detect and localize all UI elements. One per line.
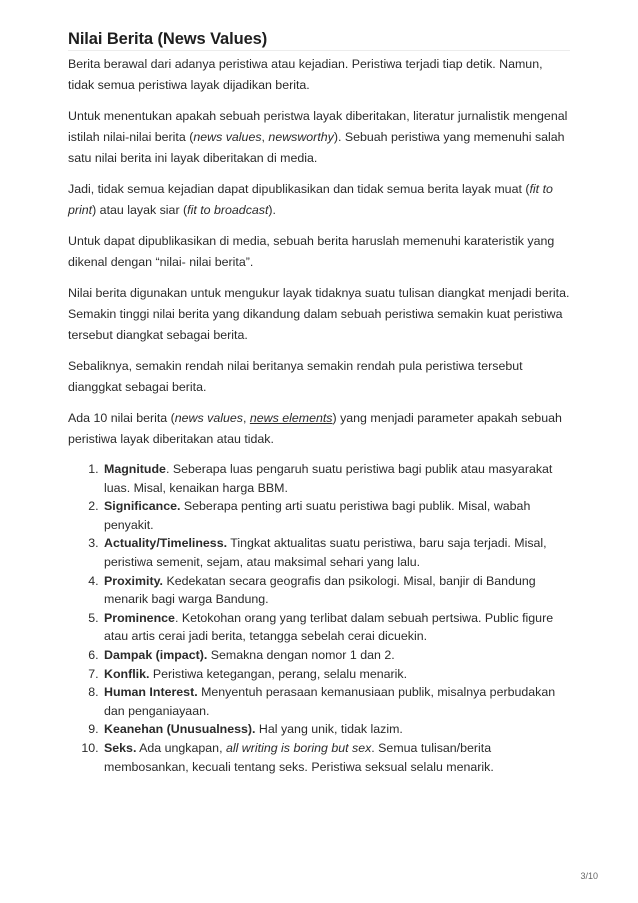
paragraph-4: Untuk dapat dipublikasikan di media, sebuah berita haruslah memenuhi karateristik yang dikenal dengan “nilai- nilai berita”. — [68, 234, 555, 269]
page-title: Nilai Berita (News Values) — [68, 30, 268, 48]
news-elements-link[interactable]: news elements — [249, 411, 333, 425]
news-values-list — [68, 460, 570, 776]
list-item: 9. Keanehan (Unusualness). Hal yang unik, tidak lazim. — [102, 720, 570, 739]
list-item: 6. Dampak (impact). Semakna dengan nomor 1 dan 2. — [102, 646, 570, 665]
list-item: 5. Prominence. Ketokohan orang yang terlibat dalam sebuah pertsiwa. Public figure atau artis cerai jadi berita, tetangga sebelah cerai dicuekin. — [102, 609, 570, 646]
title-divider — [68, 50, 570, 51]
page-number: 3/10 — [580, 871, 598, 881]
term-fit-to-broadcast: fit to broadcast — [187, 203, 269, 217]
list-item: 10. Seks. Ada ungkapan, all writing is boring but sex. Semua tulisan/berita membosankan, kecuali tentang seks. Peristiwa seksual selalu menarik. — [102, 739, 570, 776]
term-newsworthy: newsworthy — [268, 130, 334, 144]
list-item: 8. Human Interest. Menyentuh perasaan kemanusiaan publik, misalnya perbudakan dan penganiayaan. — [102, 683, 570, 720]
list-item: 7. Konflik. Peristiwa ketegangan, perang, selalu menarik. — [102, 665, 570, 684]
term-news-values-2: news values — [174, 411, 243, 425]
paragraph-2: Untuk menentukan apakah sebuah peristwa layak diberitakan, literatur jurnalistik mengenal istilah nilai-nilai berita (news values, newsworthy). Sebuah peristiwa yang memenuhi salah satu nilai berita ini layak diberitakan di media. — [68, 109, 568, 165]
article-body — [68, 54, 570, 776]
list-item: 2. Significance. Seberapa penting arti suatu peristiwa bagi publik. Misal, wabah penyakit. — [102, 497, 570, 534]
list-item: 3. Actuality/Timeliness. Tingkat aktualitas suatu peristiwa, baru saja terjadi. Misal, peristiwa semenit, sejam, atau maksimal sehari yang lalu. — [102, 534, 570, 571]
term-news-values: news values — [193, 130, 262, 144]
list-item: 1. Magnitude. Seberapa luas pengaruh suatu peristiwa bagi publik atau masyarakat luas. Misal, kenaikan harga BBM. — [102, 460, 570, 497]
term-fit-to-print: fit to print — [68, 182, 553, 217]
paragraph-5: Nilai berita digunakan untuk mengukur layak tidaknya suatu tulisan diangkat menjadi berita. Semakin tinggi nilai berita yang dikandung dalam sebuah peristiwa semakin kuat peristiwa tersebut diangkat sebagai berita. — [68, 286, 570, 342]
paragraph-6: Sebaliknya, semakin rendah nilai beritanya semakin rendah pula peristiwa tersebut dianggkat sebagai berita. — [68, 359, 523, 394]
list-item: 4. Proximity. Kedekatan secara geografis dan psikologi. Misal, banjir di Bandung menarik bagi warga Bandung. — [102, 572, 570, 609]
paragraph-3: Jadi, tidak semua kejadian dapat dipublikasikan dan tidak semua berita layak muat (fit to print) atau layak siar (fit to broadcast). — [68, 182, 553, 217]
paragraph-1: Berita berawal dari adanya peristiwa atau kejadian. Peristiwa terjadi tiap detik. Namun, tidak semua peristiwa layak dijadikan berita. — [68, 57, 543, 92]
paragraph-7: Ada 10 nilai berita (news values, news elements) yang menjadi parameter apakah sebuah peristiwa layak diberitakan atau tidak. — [68, 411, 562, 446]
